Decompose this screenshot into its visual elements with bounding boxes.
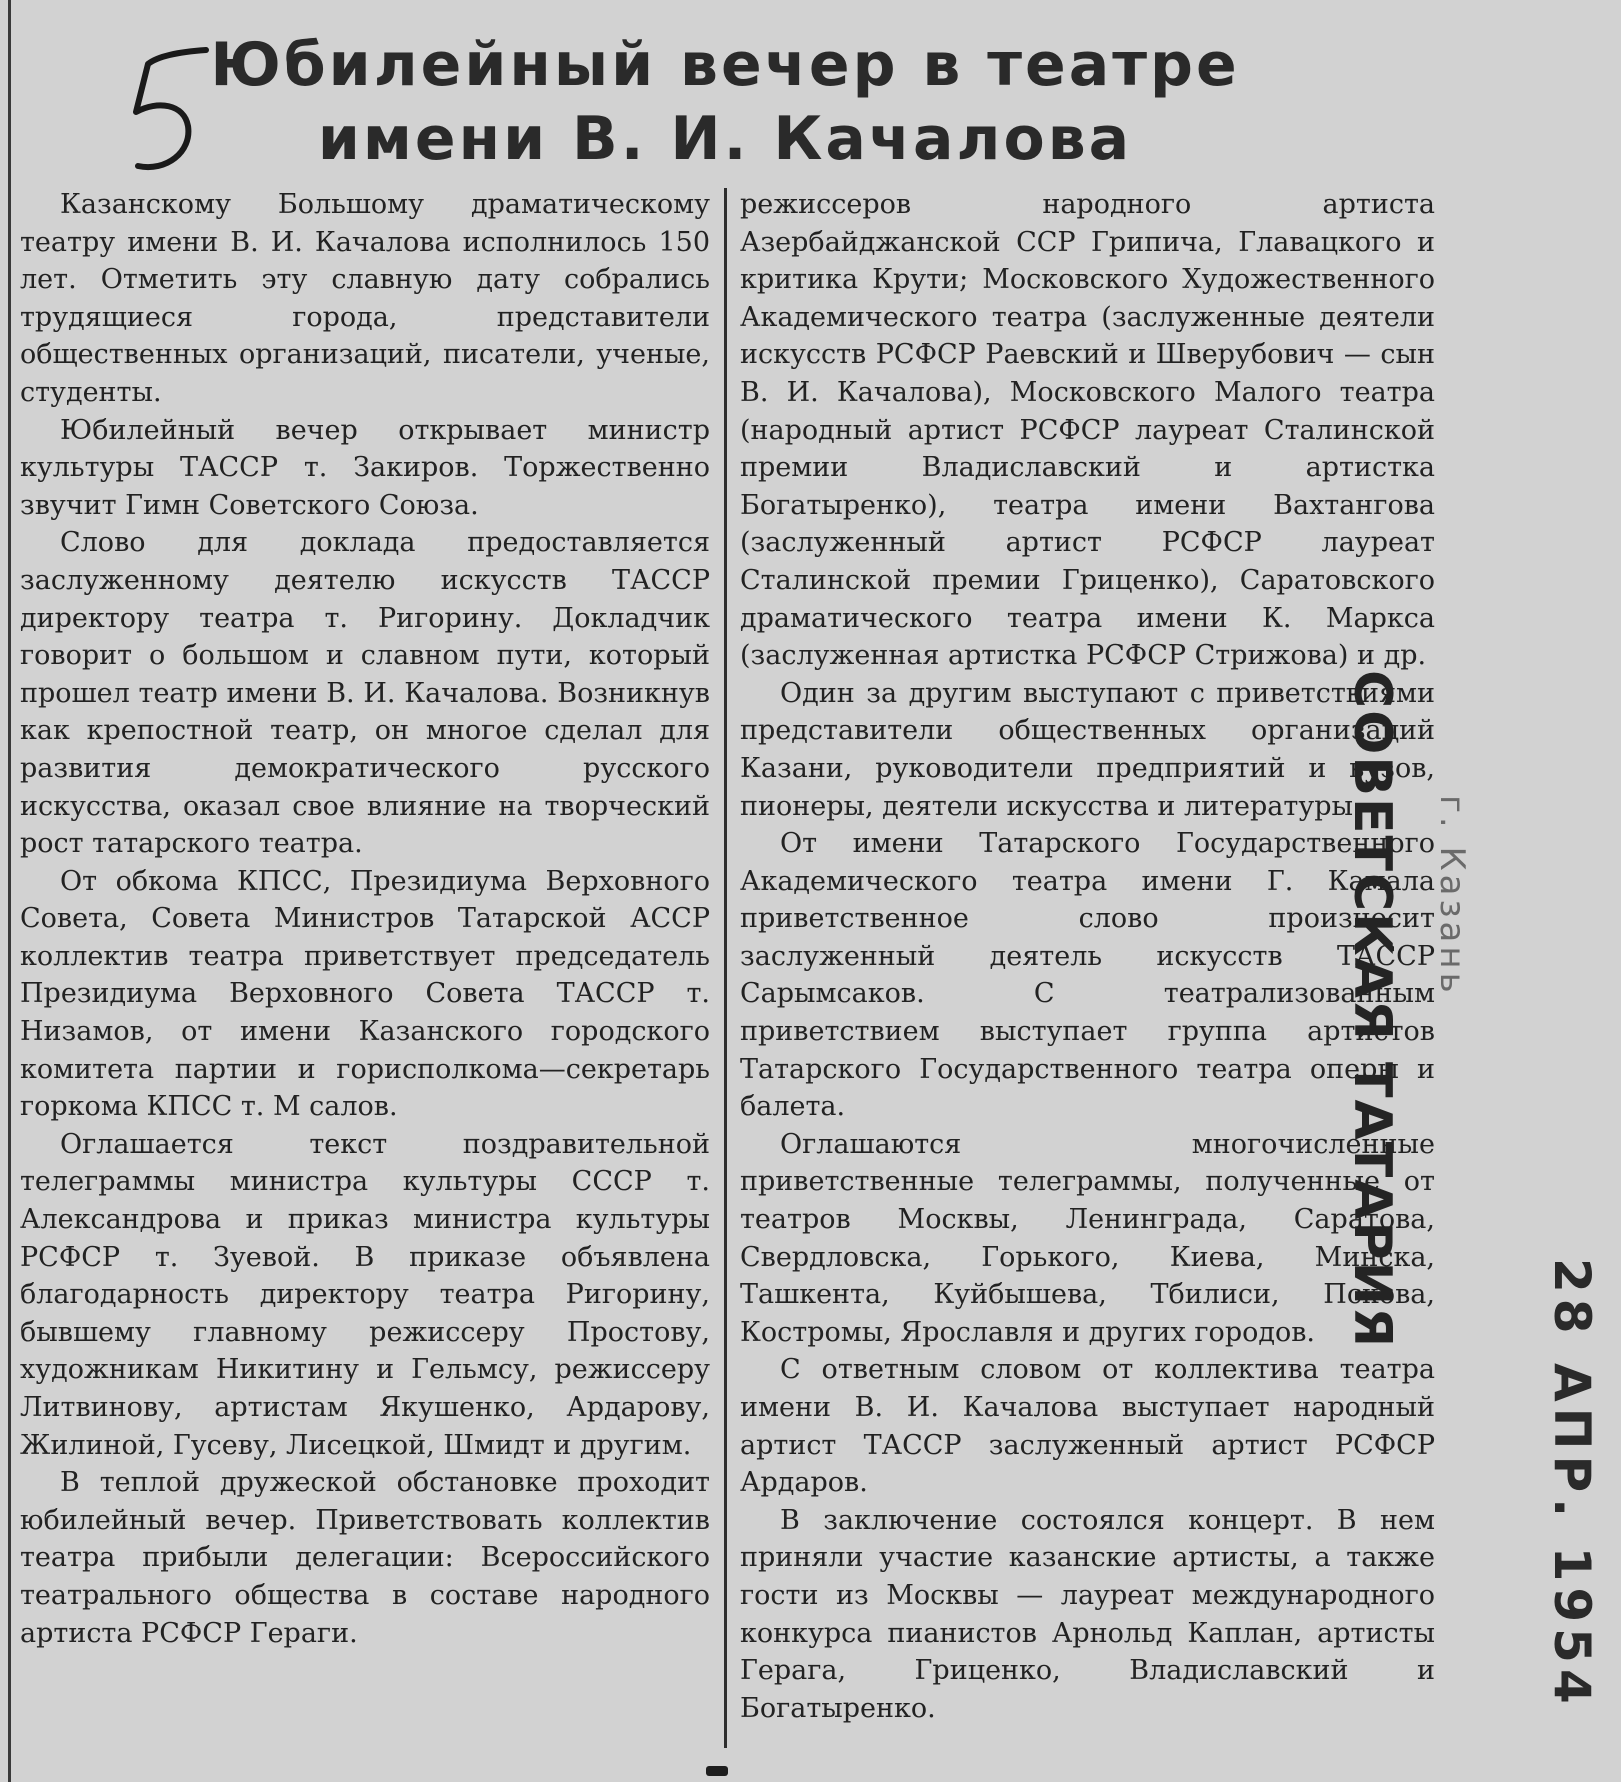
paragraph: Казанскому Большому драматическому театру имени В. И. Качалова исполнилось 150 лет. Отметить эту славную дату собрались трудящиеся города, представители общественных организаций, писатели, ученые, студенты. — [20, 189, 710, 408]
headline-line-2: имени В. И. Качалова — [317, 104, 1133, 174]
paragraph: С ответным словом от коллектива театра имени В. И. Качалова выступает народный артист ТАССР заслуженный артист РСФСР Ардаров. — [740, 1354, 1435, 1499]
paragraph: В теплой дружеской обстановке проходит юбилейный вечер. Приветствовать коллектив театра прибыли делегации: Всероссийского театрального общества в составе народного артиста РСФСР Гераги. — [20, 1467, 710, 1649]
newspaper-name-stamp: СОВЕТСКАЯ ТАТАРИЯ — [1342, 670, 1402, 1350]
paragraph: Слово для доклада предоставляется заслуженному деятелю искусств ТАССР директору театра т. Ригорину. Докладчик говорит о большом и славном пути, который прошел театр имени В. И. Качалова. Возникнув как крепостной театр, он многое сделал для развития демократического русского искусства, оказал свое влияние на творческий рост татарского театра. — [20, 527, 710, 860]
date-stamp: 28 АПР. 1954 — [1543, 1258, 1601, 1710]
article-column-right — [740, 186, 1435, 1727]
paragraph-continued: режиссеров народного артиста Азербайджанской ССР Грипича, Главацкого и критика Крути; Московского Художественного Академического театра (заслуженные деятели искусств РСФСР Раевский и Шверубович — сын В. И. Качалова), Московского Малого театра (народный артист РСФСР лауреат Сталинской премии Владиславский и артистка Богатыренко), театра имени Вахтангова (заслуженный артист РСФСР лауреат Сталинской премии Гриценко), Саратовского драматического театра имени К. Маркса (заслуженная артистка РСФСР Стрижова) и др. — [740, 189, 1435, 672]
fold-mark — [706, 1766, 728, 1776]
headline-line-1: Юбилейный вечер в театре — [210, 30, 1240, 100]
paragraph: Оглашается текст поздравительной телеграммы министра культуры СССР т. Александрова и приказ министра культуры РСФСР т. Зуевой. В приказе объявлена благодарность директору театра Ригорину, бывшему главному режиссеру Простову, художникам Никитину и Гельмсу, режиссеру Литвинову, артистам Якушенко, Ардарову, Жилиной, Гусеву, Лисецкой, Шмидт и другим. — [20, 1128, 710, 1461]
article-headline — [200, 28, 1250, 176]
paragraph: Один за другим выступают с приветствиями представители общественных организаций Казани, руководители предприятий и вузов, пионеры, деятели искусства и литературы. — [740, 677, 1435, 822]
article-column-left — [20, 186, 710, 1652]
paragraph: Юбилейный вечер открывает министр культуры ТАССР т. Закиров. Торжественно звучит Гимн Советского Союза. — [20, 414, 710, 521]
paragraph: В заключение состоялся концерт. В нем приняли участие казанские артисты, а также гости из Москвы — лауреат международного конкурса пианистов Арнольд Каплан, артисты Герага, Гриценко, Владиславский и Богатыренко. — [740, 1504, 1435, 1724]
paragraph: От имени Татарского Государственного Академического театра имени Г. Камала приветственное слово произносит заслуженный деятель искусств ТАССР Сарымсаков. С театрализованным приветствием выступает группа артистов Татарского Государственного театра оперы и балета. — [740, 828, 1435, 1123]
paragraph: Оглашаются многочисленные приветственные телеграммы, полученные от театров Москвы, Ленинграда, Саратова, Свердловска, Горького, Киева, Минска, Ташкента, Куйбышева, Тбилиси, Пскова, Костромы, Ярославля и других городов. — [740, 1128, 1435, 1348]
paragraph: От обкома КПСС, Президиума Верховного Совета, Совета Министров Татарской АССР коллектив театра приветствует председатель Президиума Верховного Совета ТАССР т. Низамов, от имени Казанского городского комитета партии и горисполкома—секретарь горкома КПСС т. М салов. — [20, 865, 710, 1123]
city-stamp: г. Казань — [1432, 795, 1472, 997]
clipping-edge-line — [8, 0, 11, 1782]
column-divider — [724, 188, 727, 1748]
